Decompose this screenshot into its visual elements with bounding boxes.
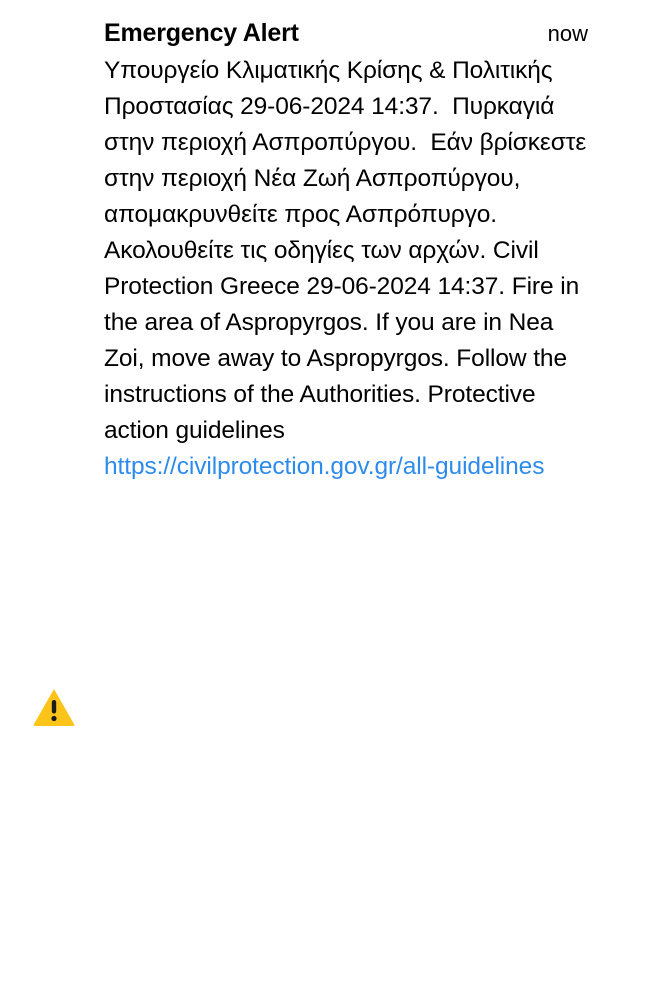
- alert-header: [0, 18, 650, 49]
- guidelines-link[interactable]: https://civilprotection.gov.gr/all-guidelines: [104, 453, 545, 480]
- alert-message-greek: Υπουργείο Κλιματικής Κρίσης & Πολιτικής Προστασίας 29-06-2024 14:37. Πυρκαγιά στην περιοχή Ασπροπύργου. Εάν βρίσκεστε στην περιοχή Νέα Ζωή Ασπροπύργου, απομακρυνθείτε προς Ασπρόπυργο. Ακολουθείτε τις οδηγίες των αρχών.: [104, 57, 593, 264]
- screen-bottom-edge: [0, 998, 650, 1004]
- emergency-alert-card[interactable]: [0, 0, 650, 485]
- alert-message-english: Civil Protection Greece 29-06-2024 14:37. Fire in the area of Aspropyrgos. If you are in Nea Zoi, move away to Aspropyrgos. Follow the instructions of the Authorities. Protective action guidelines: [104, 237, 586, 444]
- page-title: Emergency Alert: [104, 19, 299, 47]
- alert-message-body: [0, 49, 650, 485]
- warning-triangle-icon: [32, 685, 76, 729]
- alert-timestamp: now: [547, 21, 588, 46]
